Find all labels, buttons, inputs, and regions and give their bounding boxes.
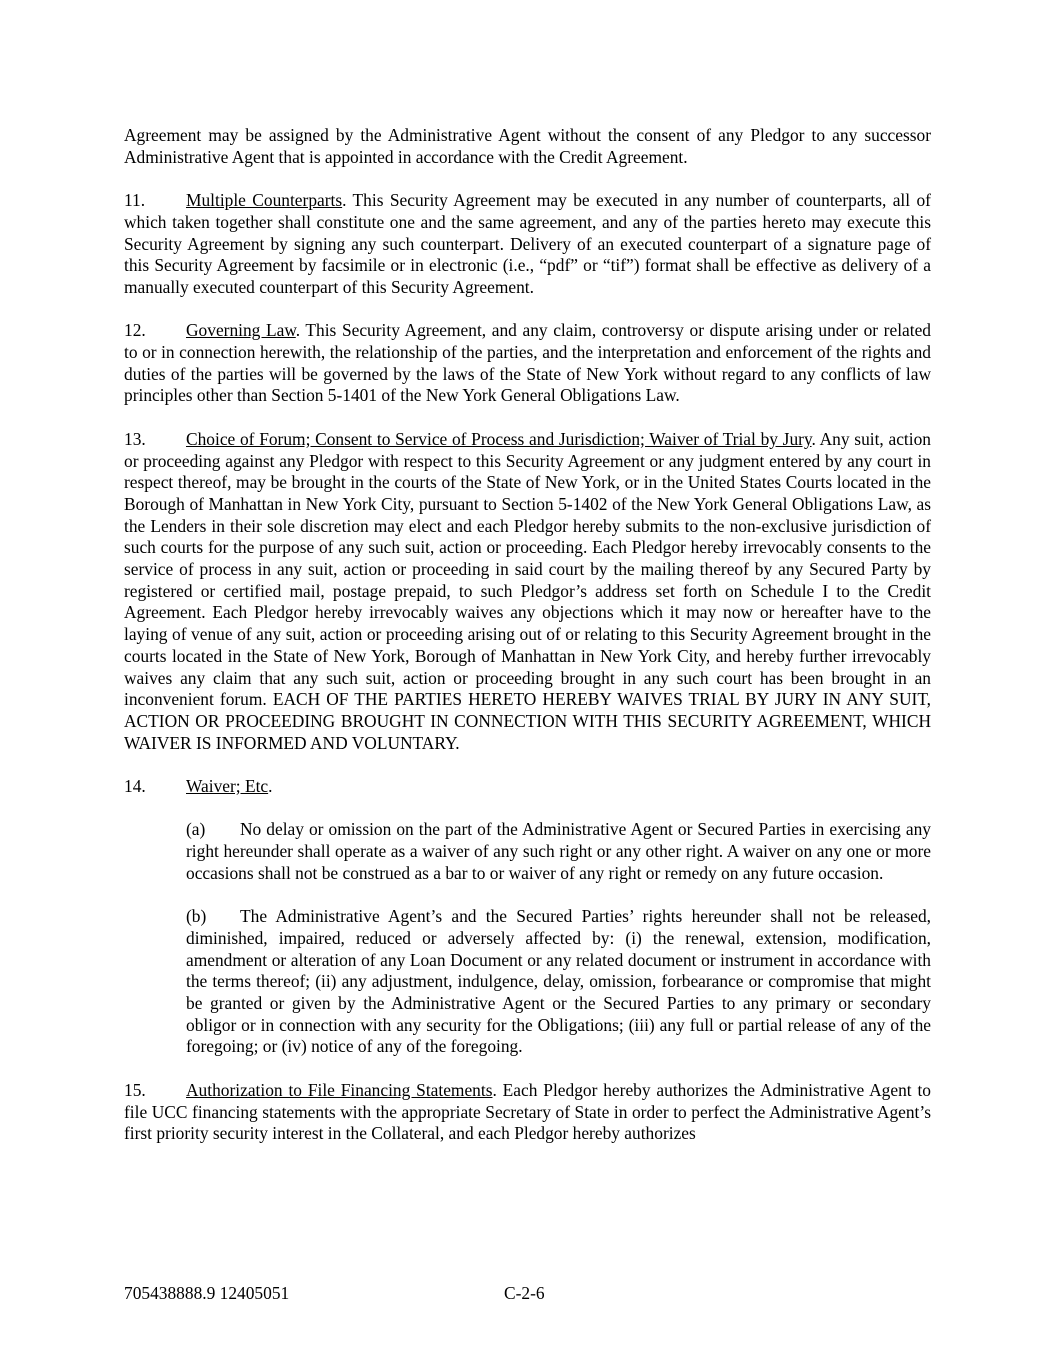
section-text: .: [268, 776, 273, 797]
section-heading: Multiple Counterparts: [186, 190, 343, 211]
section-text: . Each Pledgor hereby authorizes the Administrative Agent to file UCC financing statements with the appropriate Secretary of State in order to perfect the Administrative Agent’s first priority security interest in the Collateral, and each Pledgor hereby authorizes: [124, 1079, 931, 1144]
section-heading: Choice of Forum; Consent to Service of Process and Jurisdiction; Waiver of Trial by Jury: [186, 428, 812, 449]
footer-page-number: C-2-6: [504, 1283, 545, 1303]
subsection-label: (a): [186, 819, 206, 840]
subsection-a: [186, 819, 931, 884]
section-14: [124, 776, 931, 798]
section-15: [124, 1080, 931, 1145]
section-13: [124, 429, 931, 755]
section-heading: Governing Law: [186, 320, 296, 341]
intro-paragraph: Agreement may be assigned by the Administrative Agent without the consent of any Pledgor to any successor Administrative Agent that is appointed in accordance with the Credit Agreement.: [124, 125, 931, 167]
section-number: 14.: [124, 776, 146, 797]
section-heading: Waiver; Etc: [186, 776, 269, 797]
footer-document-id: 705438888.9 12405051: [124, 1283, 290, 1303]
section-number: 15.: [124, 1079, 146, 1100]
section-text: . This Security Agreement, and any claim, controversy or dispute arising under or related to or in connection herewith, the relationship of the parties, and the interpretation and enforcement of the rights and duties of the parties will be governed by the laws of the State of New York without regard to any conflicts of law principles other than Section 5-1401 of the New York General Obligations Law.: [124, 320, 931, 406]
subsection-text: No delay or omission on the part of the Administrative Agent or Secured Parties in exercising any right hereunder shall operate as a waiver of any such right or any other right. A waiver on any one or more occasions shall not be construed as a bar to or waiver of any right or remedy on any future occasion.: [186, 819, 931, 883]
document-page: [124, 125, 931, 1145]
section-text: . This Security Agreement may be executed in any number of counterparts, all of which taken together shall constitute one and the same agreement, and any of the parties hereto may execute this Security Agreement by signing any such counterpart. Delivery of an executed counterpart of a signature page of this Security Agreement by facsimile or in electronic (i.e., “pdf” or “tif”) format shall be effective as delivery of a manually executed counterpart of this Security Agreement.: [124, 190, 931, 297]
section-text: . Any suit, action or proceeding against any Pledgor with respect to this Security Agreement or any judgment entered by any court in respect thereof, may be brought in the courts of the State of New York, or in the United States Courts located in the Borough of Manhattan in New York City, pursuant to Section 5-1402 of the New York General Obligations Law, as the Lenders in their sole discretion may elect and each Pledgor hereby submits to the non-exclusive jurisdiction of such courts for the purpose of any such suit, action or proceeding. Each Pledgor hereby irrevocably consents to the service of process in any suit, action or proceeding in said court by the mailing thereof by any Secured Party by registered or certified mail, postage prepaid, to such Pledgor’s address set forth on Schedule I to the Credit Agreement. Each Pledgor hereby irrevocably waives any objections which it may now or hereafter have to the laying of venue of any suit, action or proceeding arising out of or relating to this Security Agreement brought in the courts located in the State of New York, Borough of Manhattan in New York City, and hereby further irrevocably waives any claim that any such suit, action or proceeding brought in any such court has been brought in an inconvenient forum. EACH OF THE PARTIES HERETO HEREBY WAIVES TRIAL BY JURY IN ANY SUIT, ACTION OR PROCEEDING BROUGHT IN CONNECTION WITH THIS SECURITY AGREEMENT, WHICH WAIVER IS INFORMED AND VOLUNTARY.: [124, 428, 931, 753]
section-12: [124, 320, 931, 407]
section-number: 13.: [124, 428, 146, 449]
section-number: 11.: [124, 190, 146, 211]
subsection-label: (b): [186, 906, 207, 927]
section-number: 12.: [124, 320, 146, 341]
subsection-b: [186, 906, 931, 1058]
section-heading: Authorization to File Financing Statements: [186, 1079, 493, 1100]
subsection-text: The Administrative Agent’s and the Secured Parties’ rights hereunder shall not be released, diminished, impaired, reduced or adversely affected by: (i) the renewal, extension, modification, amendment or alteration of any Loan Document or any related document or instrument in accordance with the terms thereof; (ii) any adjustment, indulgence, delay, omission, forbearance or compromise that might be granted or given by the Administrative Agent or the Secured Parties to any primary or secondary obligor or in connection with any security for the Obligations; (iii) any full or partial release of any of the foregoing; or (iv) notice of any of the foregoing.: [186, 906, 931, 1057]
section-11: [124, 190, 931, 299]
